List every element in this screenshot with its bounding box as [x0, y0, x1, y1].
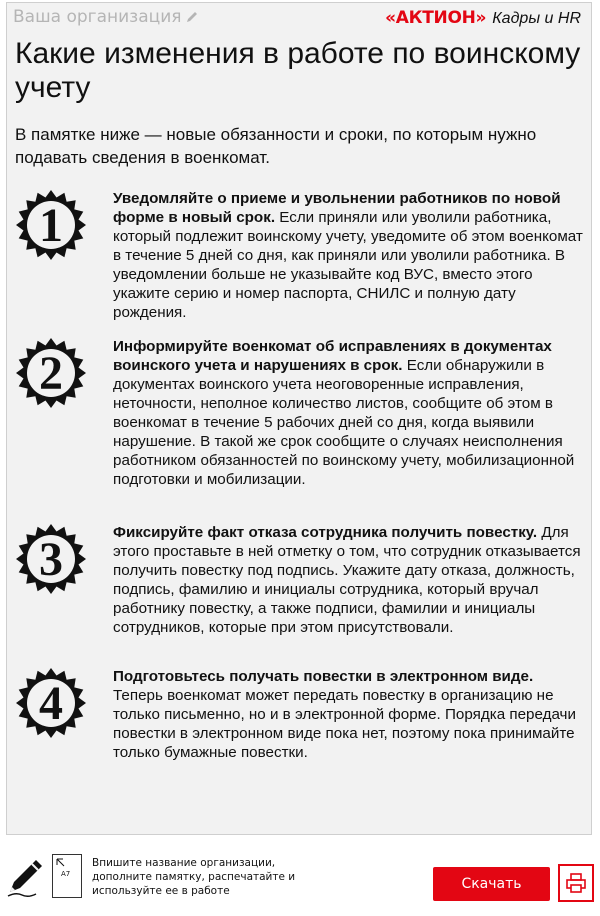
- brand-product: Кадры и HR: [492, 10, 581, 27]
- list-item: [15, 337, 589, 497]
- svg-text:3: 3: [39, 533, 63, 586]
- printer-icon: [565, 872, 587, 894]
- item-heading: Подготовьтесь получать повестки в электронном виде.: [113, 668, 534, 685]
- footer-toolbar: [0, 838, 600, 916]
- item-body: Теперь военкомат может передать повестку в организацию не только письменно, но и в электронной форме. Порядка передачи повестки в электронном виде пока нет, поэтому пока принимайте только бумажные повестки.: [113, 687, 576, 761]
- footer-hint: Впишите название организации, дополните памятку, распечатайте и используйте ее в работе: [92, 857, 296, 897]
- number-badge-icon: [15, 189, 87, 261]
- item-text: [113, 189, 587, 322]
- svg-text:4: 4: [39, 677, 63, 730]
- a7-format-icon: [52, 854, 82, 898]
- memo-sheet: [6, 2, 592, 835]
- list-item: [15, 189, 589, 349]
- list-item: [15, 667, 589, 827]
- item-text: [113, 337, 587, 489]
- item-heading: Информируйте военкомат об исправлениях в документах воинского учета и нарушениях в срок.: [113, 338, 552, 374]
- item-body: Для этого проставьте в ней отметку о том, что сотрудник отказывается получить повестку под подпись. Укажите дату отказа, должность, подпись, фамилию и инициалы сотрудника, который вручал работнику повестку, а также подписи, фамилии и инициалы сотрудников, которые при этом присутствовали.: [113, 524, 581, 636]
- list-item: [15, 523, 589, 683]
- pencil-icon: [6, 854, 46, 898]
- svg-text:2: 2: [39, 347, 63, 400]
- number-badge-icon: [15, 337, 87, 409]
- item-text: [113, 523, 587, 637]
- print-button[interactable]: [558, 864, 594, 902]
- item-heading: Уведомляйте о приеме и увольнении работников по новой форме в новый срок.: [113, 190, 561, 226]
- number-badge-icon: [15, 667, 87, 739]
- organization-placeholder[interactable]: Ваша организация: [13, 7, 182, 27]
- download-button[interactable]: Скачать: [433, 867, 550, 901]
- item-text: [113, 667, 587, 762]
- brand-logo: «АКТИОН»: [385, 8, 487, 28]
- svg-text:1: 1: [39, 199, 63, 252]
- organization-field[interactable]: [13, 7, 199, 27]
- brand: [385, 8, 581, 28]
- a7-label: А7: [61, 870, 71, 878]
- item-body: Если обнаружили в документах воинского учета неоговоренные исправления, неточности, неполное количество листов, сообщите об этом в военкомат в течение 5 рабочих дней со дня, когда выявили нарушение. В такой же срок сообщите о случаях неисполнения работником обязанностей по воинскому учету, мобилизационной подготовки и мобилизации.: [113, 357, 575, 488]
- item-body: Если приняли или уволили работника, который подлежит воинскому учету, уведомите об этом военкомат в течение 5 дней со дня, как приняли или уволили работника. В уведомлении больше не указывайте код ВУС, вместо этого укажите серию и номер паспорта, СНИЛС и полную дату рождения.: [113, 209, 583, 321]
- intro-text: В памятке ниже — новые обязанности и сроки, по которым нужно подавать сведения в военкомат.: [15, 125, 537, 167]
- pencil-edit-icon[interactable]: [185, 10, 199, 24]
- page-title: Какие изменения в работе по воинскому учету: [15, 37, 581, 104]
- number-badge-icon: [15, 523, 87, 595]
- corner-arrow-icon: [56, 858, 66, 868]
- item-heading: Фиксируйте факт отказа сотрудника получить повестку.: [113, 524, 538, 541]
